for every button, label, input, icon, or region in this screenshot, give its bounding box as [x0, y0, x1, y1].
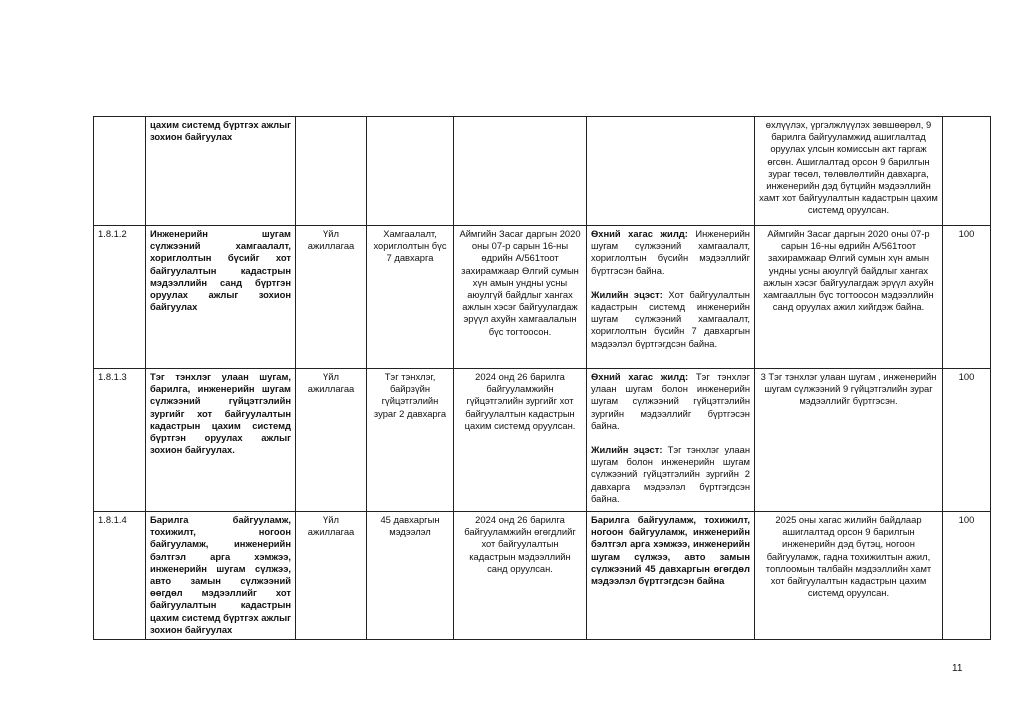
- measure-cell: Инженерийн шугам сүлжээний хамгаалалт, хориглолтын бүсийг хот байгуулалтын кадастрын мэдээллийн санд бүртгэн оруулах ажлыг зохион байгуулах: [146, 226, 296, 369]
- indicator-cell: [367, 117, 454, 226]
- progress-cell: [587, 369, 755, 512]
- percent-cell: [943, 117, 991, 226]
- result-lead: Жилийн эцэст:: [591, 444, 663, 456]
- result-lead: Жилийн эцэст:: [591, 288, 663, 300]
- target-cell: 2024 онд 26 барилга байгууламжийн ѳгѳгдлийг хот байгуулалтын кадастрын мэдээллийн санд оруулсан.: [454, 512, 587, 640]
- progress-cell: [587, 117, 755, 226]
- percent-cell: 100: [943, 512, 991, 640]
- unit-cell: Үйл ажиллагаа: [296, 512, 367, 640]
- assessment-cell: 3 Тэг тэнхлэг улаан шугам , инженерийн шугам сүлжээний 9 гүйцэтгэлийн зураг мэдээллийг бүртгэсэн.: [755, 369, 943, 512]
- target-cell: 2024 онд 26 барилга байгууламжийн гүйцэтгэлийн зургийг хот байгуулалтын кадастрын цахим системд оруулсан.: [454, 369, 587, 512]
- assessment-cell: 2025 оны хагас жилийн байдлаар ашиглалтад орсон 9 барилгын инженерийн дэд бүтэц, ногоон байгууламж, гадна тохижилтын ажил, топлоомын талбайн мэдээллийн хамт хот байгуулалтын кадастрын цахим системд оруулсан.: [755, 512, 943, 640]
- row-number-cell: [94, 117, 146, 226]
- target-cell: [454, 117, 587, 226]
- progress-text: Инженерийн шугам сүлжээний хамгаалалт, хориглолтын бүсийн мэдээллийг бүртгэсэн байна.: [591, 228, 750, 276]
- page-number: 11: [952, 663, 963, 674]
- table-row: [94, 226, 991, 369]
- percent-cell: 100: [943, 226, 991, 369]
- row-number-cell: 1.8.1.2: [94, 226, 146, 369]
- measure-cell: цахим системд бүртгэх ажлыг зохион байгуулах: [146, 117, 296, 226]
- table-row: [94, 117, 991, 226]
- progress-cell: [587, 226, 755, 369]
- report-table: [93, 116, 991, 640]
- assessment-cell: ѳхлүүлэх, үргэлжлүүлэх зѳвшѳѳрѳл, 9 барилга байгууламжид ашиглалтад оруулах улсын комиссын акт гаргаж ѳгсѳн. Ашиглалтад орсон 9 барилгын зураг тѳсѳл, тѳлѳвлѳлтийн давхарга, инженерийн дэд бүтцийн мэдээллийн хамт хот байгуулалтын кадастрын цахим системд оруулсан.: [755, 117, 943, 226]
- row-number-cell: 1.8.1.3: [94, 369, 146, 512]
- table-row: [94, 369, 991, 512]
- unit-cell: [296, 117, 367, 226]
- row-number-cell: 1.8.1.4: [94, 512, 146, 640]
- indicator-cell: Хамгаалалт, хориглолтын бүс 7 давхарга: [367, 226, 454, 369]
- progress-cell: Барилга байгууламж, тохижилт, ногоон байгууламж, инженерийн бэлтгэл арга хэмжээ, инженерийн шугам сүлжээ, авто замын сүлжээний 45 давхаргын ѳгѳгдѳл мэдээлэл бүртгэгдсэн байна: [587, 512, 755, 640]
- measure-cell: Барилга байгууламж, тохижилт, ногоон байгууламж, инженерийн бэлтгэл арга хэмжээ, инженерийн шугам сүлжээ, авто замын сүлжээний ѳѳгдѳл мэдээллийг хот байгуулалтын кадастрын цахим системд бүртгэх ажлыг зохион байгуулах: [146, 512, 296, 640]
- result-text: Тэг тэнхлэг улаан шугам болон инженерийн шугам сүлжээний гүйцэтгэлийн зургийн 2 давхарга мэдээлэл бүртгэгдсэн байна.: [591, 444, 750, 504]
- progress-lead: Ѳхний хагас жилд:: [591, 228, 688, 239]
- result-text: Хот байгуулалтын кадастрын системд инженерийн шугам сүлжээний хамгаалалт, хориглолтын бүсийн 7 давхаргын мэдээлэл бүртгэгдсэн байна.: [591, 288, 750, 349]
- unit-cell: Үйл ажиллагаа: [296, 369, 367, 512]
- measure-cell: Тэг тэнхлэг улаан шугам, барилга, инженерийн шугам сүлжээний гүйцэтгэлийн зургийг хот байгуулалтын кадастрын цахим системд бүртгэн оруулах ажлыг зохион байгуулах.: [146, 369, 296, 512]
- indicator-cell: 45 давхаргын мэдээлэл: [367, 512, 454, 640]
- progress-lead: Ѳхний хагас жилд:: [591, 371, 689, 382]
- table-row: [94, 512, 991, 640]
- target-cell: Аймгийн Засаг даргын 2020 оны 07-р сарын 16-ны ѳдрийн А/561тоот захирамжаар Ѳлгий сумын хүн амын ундны усны аюулгүй байдлыг хангах ажлын хэсэг байгуулагдаж эрүүл ахуйн хамгаалалын бүс тогтоосон.: [454, 226, 587, 369]
- progress-text: Тэг тэнхлэг улаан шугам болон инженерийн шугам сүлжээний гүйцэтгэлийн зургийн мэдээллийг бүртгэсэн байна.: [591, 371, 750, 431]
- indicator-cell: Тэг тэнхлэг, байрзүйн гүйцэтгэлийн зураг 2 давхарга: [367, 369, 454, 512]
- percent-cell: 100: [943, 369, 991, 512]
- assessment-cell: Аймгийн Засаг даргын 2020 оны 07-р сарын 16-ны ѳдрийн А/561тоот захирамжаар Ѳлгий сумын хүн амын ундны усны аюулгүй байдлыг хангах ажлын хэсэг байгуулагдаж эрүүл ахуйн хамгааллын бүс тогтоосон мэдээллийн санд оруулах ажил хийгдэж байна.: [755, 226, 943, 369]
- unit-cell: Үйл ажиллагаа: [296, 226, 367, 369]
